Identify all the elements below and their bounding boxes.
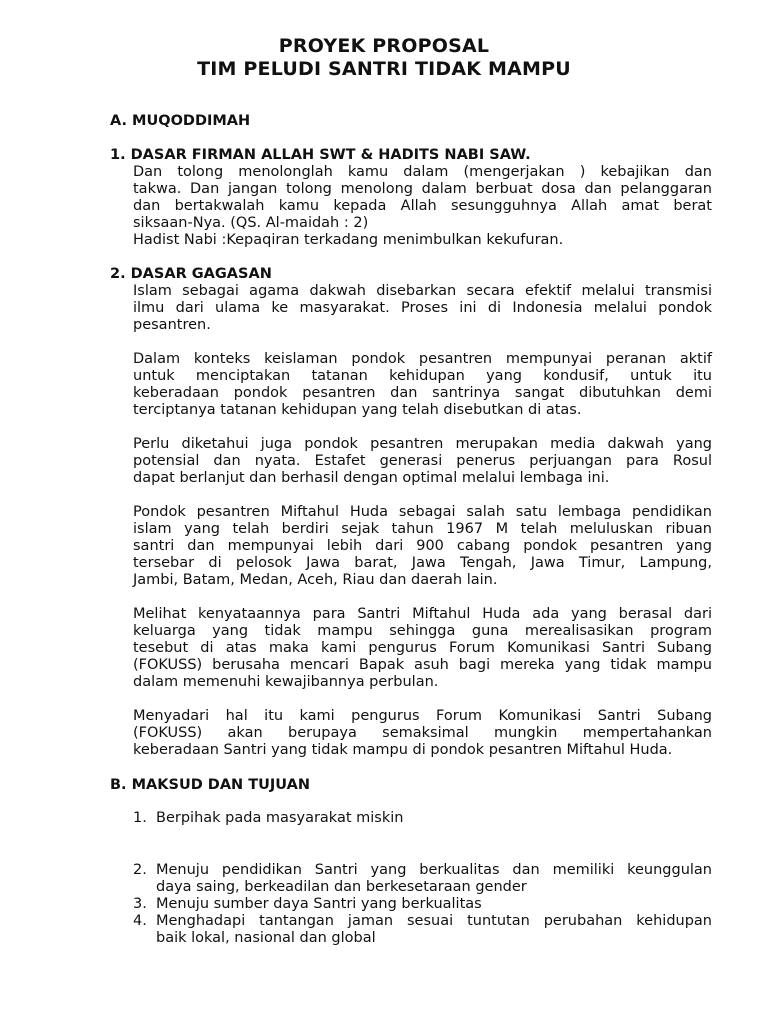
list-item-text: [156, 862, 712, 896]
text-line: Dan tolong menolonglah kamu dalam (mengerjakan ) kebajikan dan: [133, 164, 712, 180]
text-line: Pondok pesantren Miftahul Huda sebagai salah satu lembaga pendidikan: [133, 504, 712, 520]
text-line: potensial dan nyata. Estafet generasi penerus perjuangan para Rosul: [133, 453, 712, 469]
text-line: Jambi, Batam, Medan, Aceh, Riau dan daerah lain.: [133, 572, 498, 588]
text-line: Dalam konteks keislaman pondok pesantren mempunyai peranan aktif: [133, 351, 712, 367]
text-line: dapat berlanjut dan berhasil dengan optimal melalui lembaga ini.: [133, 470, 610, 486]
paragraph: [133, 708, 712, 759]
text-line: Perlu diketahui juga pondok pesantren merupakan media dakwah yang: [133, 436, 712, 452]
text-line: dalam memenuhi kewajibannya perbulan.: [133, 674, 439, 690]
text-line: untuk menciptakan tatanan kehidupan yang kondusif, untuk itu: [133, 368, 712, 384]
text-line: baik lokal, nasional dan global: [156, 930, 376, 946]
paragraph: [133, 351, 712, 419]
section-b-heading: B. MAKSUD DAN TUJUAN: [110, 777, 310, 793]
text-line: keluarga yang tidak mampu sehingga guna merealisasikan program: [133, 623, 712, 639]
paragraph: [133, 606, 712, 691]
text-line: (FOKUSS) akan berupaya semaksimal mungkin mempertahankan: [133, 725, 712, 741]
text-line: daya saing, berkeadilan dan berkesetaraan gender: [156, 879, 527, 895]
section-a-heading: A. MUQODDIMAH: [110, 113, 251, 129]
subsection-2-heading: 2. DASAR GAGASAN: [110, 266, 272, 282]
text-line: keberadaan pondok pesantren dan santrinya sangat dibutuhkan demi: [133, 385, 712, 401]
subsection-1-heading: 1. DASAR FIRMAN ALLAH SWT & HADITS NABI SAW.: [110, 147, 531, 163]
text-line: ilmu dari ulama ke masyarakat. Proses ini di Indonesia melalui pondok: [133, 300, 712, 316]
text-line: takwa. Dan jangan tolong menolong dalam berbuat dosa dan pelanggaran: [133, 181, 712, 197]
list-item-text: [156, 896, 712, 913]
list-item-number: 1.: [133, 810, 147, 826]
text-line: Melihat kenyataannya para Santri Miftahul Huda ada yang berasal dari: [133, 606, 712, 622]
document-title-line1: PROYEK PROPOSAL: [278, 35, 490, 57]
text-line: tesebut di atas maka kami pengurus Forum Komunikasi Santri Subang: [133, 640, 712, 656]
text-line: Menghadapi tantangan jaman sesuai tuntutan perubahan kehidupan: [156, 913, 712, 929]
text-line: tersebar di pelosok Jawa barat, Jawa Tengah, Jawa Timur, Lampung,: [133, 555, 712, 571]
paragraph: [133, 283, 712, 334]
text-line: Islam sebagai agama dakwah disebarkan secara efektif melalui transmisi: [133, 283, 712, 299]
text-line: santri dan mempunyai lebih dari 900 cabang pondok pesantren yang: [133, 538, 712, 554]
text-line: Menuju pendidikan Santri yang berkualitas dan memiliki keunggulan: [156, 862, 712, 878]
list-item-number: 3.: [133, 896, 147, 912]
text-line: Menyadari hal itu kami pengurus Forum Komunikasi Santri Subang: [133, 708, 712, 724]
text-line: siksaan-Nya. (QS. Al-maidah : 2): [133, 215, 369, 231]
text-line: pesantren.: [133, 317, 211, 333]
text-line: terciptanya tatanan kehidupan yang telah disebutkan di atas.: [133, 402, 582, 418]
text-line: Berpihak pada masyarakat miskin: [156, 810, 404, 826]
text-line: (FOKUSS) berusaha mencari Bapak asuh bagi mereka yang tidak mampu: [133, 657, 712, 673]
paragraph: [133, 504, 712, 589]
text-line: keberadaan Santri yang tidak mampu di pondok pesantren Miftahul Huda.: [133, 742, 673, 758]
list-item-text: [156, 913, 712, 947]
document-title-line2: TIM PELUDI SANTRI TIDAK MAMPU: [197, 58, 571, 80]
paragraph: [133, 436, 712, 487]
text-line: dan bertakwalah kamu kepada Allah sesungguhnya Allah amat berat: [133, 198, 712, 214]
text-line: Menuju sumber daya Santri yang berkualitas: [156, 896, 482, 912]
list-item-number: 4.: [133, 913, 147, 929]
list-item-number: 2.: [133, 862, 147, 878]
list-item-text: [156, 810, 712, 827]
text-line: Hadist Nabi :Kepaqiran terkadang menimbulkan kekufuran.: [133, 232, 564, 248]
subsection-1-body: [133, 164, 712, 249]
text-line: islam yang telah berdiri sejak tahun 1967 M telah meluluskan ribuan: [133, 521, 712, 537]
